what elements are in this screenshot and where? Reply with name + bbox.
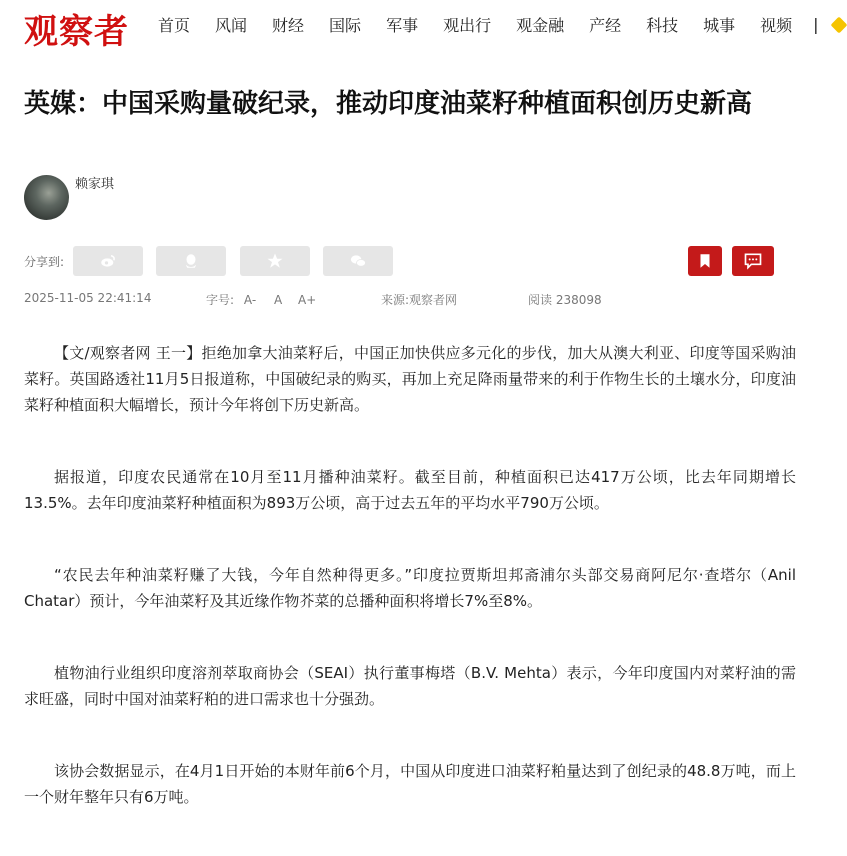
article-paragraph: 【文/观察者网 王一】拒绝加拿大油菜籽后，中国正加快供应多元化的步伐，加大从澳大利亚、印度等国采购油菜籽。英国路透社11月5日报道称，中国破纪录的购买，再加上充足降雨量带来的利于作物生长的土壤水分，印度油菜籽种植面积大幅增长，预计今年将创下历史新高。 (24, 344, 796, 414)
comment-icon (743, 251, 763, 271)
share-label: 分享到: (24, 255, 65, 269)
nav-item-city[interactable]: 城事 (703, 16, 736, 35)
font-size-control (206, 291, 316, 308)
article-paragraph: 该协会数据显示，在4月1日开始的本财年前6个月，中国从印度进口油菜籽粕量达到了创纪录的48.8万吨，而上一个财年整年只有6万吨。 (24, 762, 796, 806)
nav-item-home[interactable]: 首页 (158, 16, 191, 35)
nav-item-industry[interactable]: 产经 (589, 16, 622, 35)
share-weibo-button[interactable] (73, 246, 143, 276)
comment-button[interactable] (732, 246, 774, 276)
share-qzone-button[interactable] (240, 246, 310, 276)
wechat-icon (349, 252, 367, 270)
share-wechat-button[interactable] (323, 246, 393, 276)
article-paragraph: 植物油行业组织印度溶剂萃取商协会（SEAI）执行董事梅塔（B.V. Mehta）表示，今年印度国内对菜籽油的需求旺盛，同时中国对油菜籽粕的进口需求也十分强劲。 (24, 664, 796, 708)
nav-item-video[interactable]: 视频 (760, 16, 793, 35)
article-paragraph: 据报道，印度农民通常在10月至11月播种油菜籽。截至目前，种植面积已达417万公顷，比去年同期增长13.5%。去年印度油菜籽种植面积为893万公顷，高于过去五年的平均水平790万公顷。 (24, 468, 796, 512)
nav-item-finance[interactable]: 财经 (272, 16, 305, 35)
article-paragraph: “农民去年种油菜籽赚了大钱，今年自然种得更多。”印度拉贾斯坦邦斋浦尔头部交易商阿尼尔·查塔尔（Anil Chatar）预计，今年油菜籽及其近缘作物芥菜的总播种面积将增长7%至8%。 (24, 566, 796, 610)
nav-item-military[interactable]: 军事 (386, 16, 419, 35)
article-title: 英媒：中国采购量破纪录，推动印度油菜籽种植面积创历史新高 (24, 89, 753, 120)
font-size-label: 字号: (206, 293, 235, 307)
weibo-icon (99, 252, 117, 270)
nav-more-icon[interactable] (830, 16, 847, 33)
article-body (24, 340, 796, 856)
bookmark-icon (696, 252, 714, 270)
font-size-default-button[interactable]: A (273, 293, 283, 307)
main-nav (158, 13, 845, 36)
nav-item-fengwen[interactable]: 风闻 (215, 16, 248, 35)
article-source: 来源:观察者网 (381, 293, 458, 307)
author-name[interactable]: 赖家琪 (75, 177, 115, 192)
qq-icon (182, 252, 200, 270)
nav-item-international[interactable]: 国际 (329, 16, 362, 35)
font-size-increase-button[interactable]: A+ (298, 293, 317, 307)
font-size-decrease-button[interactable]: A- (243, 293, 257, 307)
author-avatar[interactable] (24, 175, 69, 220)
nav-item-travel[interactable]: 观出行 (443, 16, 492, 35)
nav-item-tech[interactable]: 科技 (646, 16, 679, 35)
nav-separator: | (813, 15, 819, 34)
publish-date: 2025-11-05 22:41:14 (24, 291, 152, 305)
nav-item-guanjinrong[interactable]: 观金融 (516, 16, 565, 35)
bookmark-button[interactable] (688, 246, 722, 276)
qzone-star-icon (266, 252, 284, 270)
site-logo[interactable]: 观察者 (24, 12, 129, 52)
read-count: 阅读 238098 (528, 293, 602, 307)
share-qq-button[interactable] (156, 246, 226, 276)
